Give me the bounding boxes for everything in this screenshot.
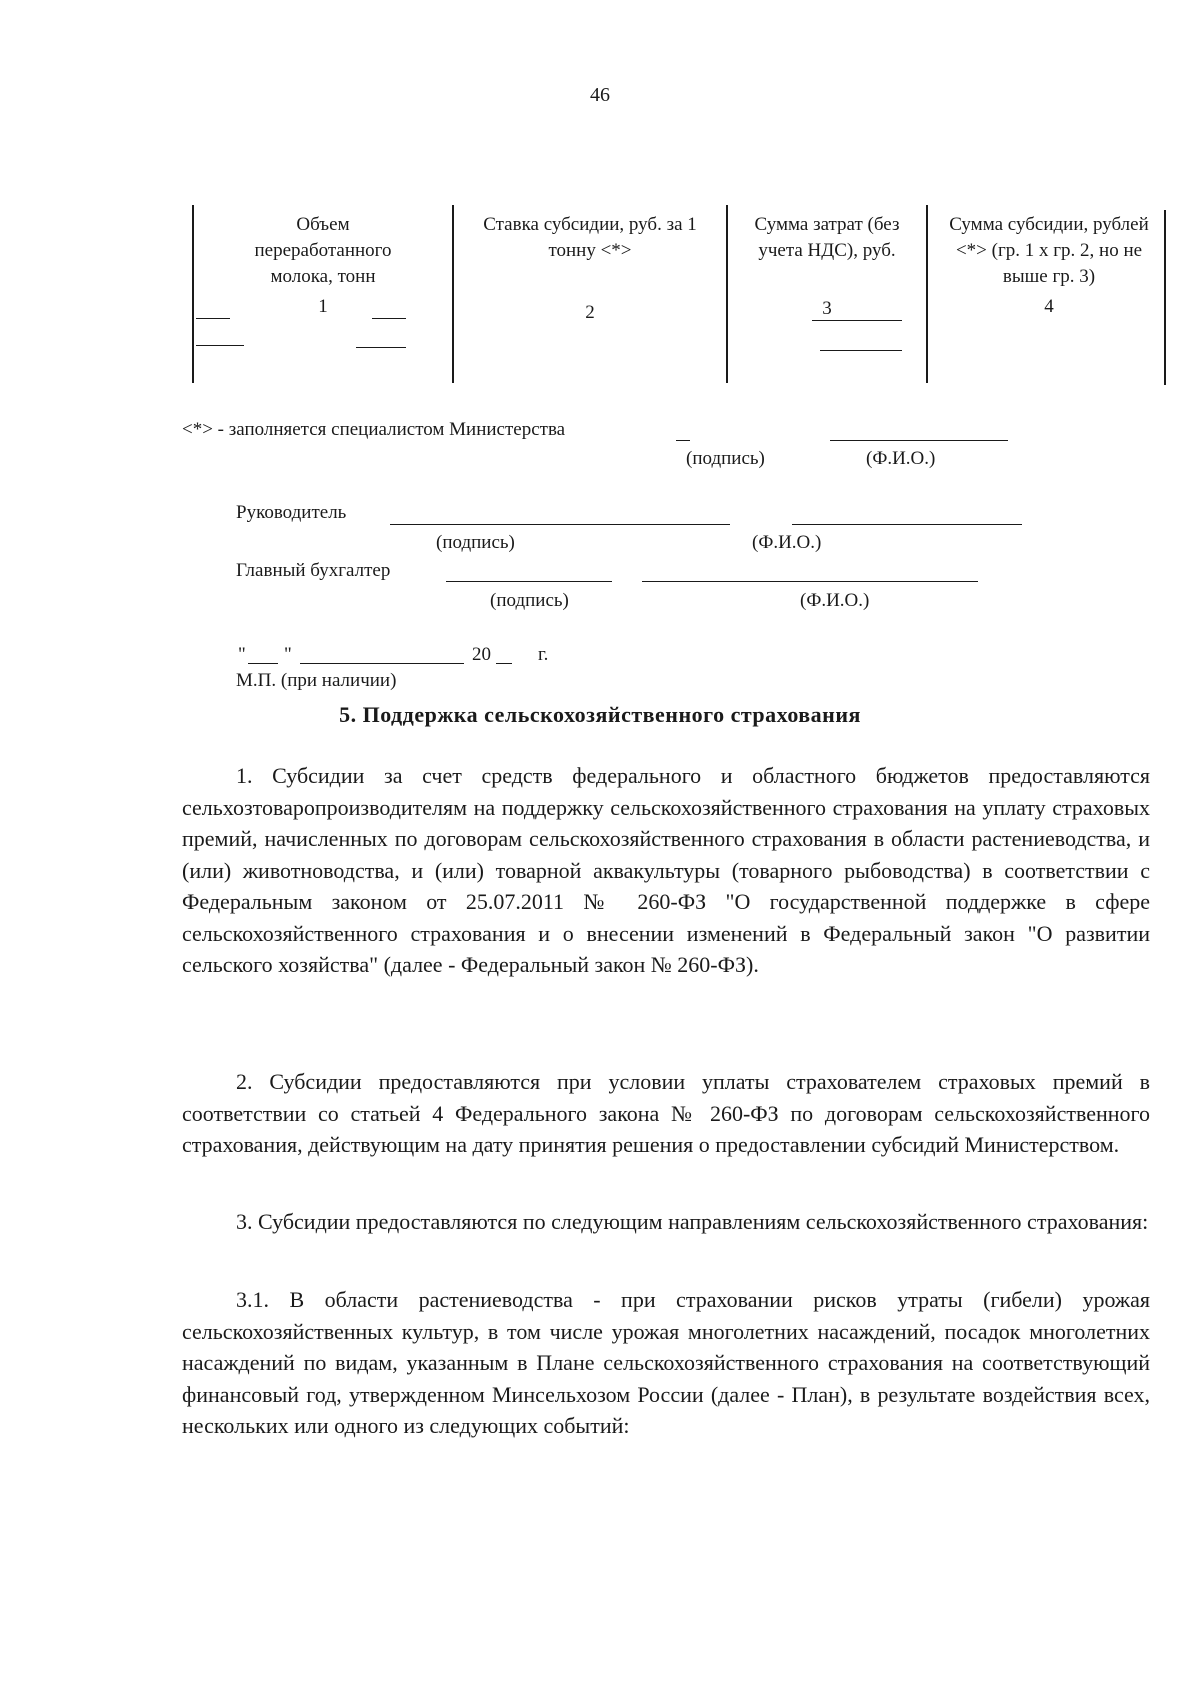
note-name-label: (Ф.И.О.) — [866, 448, 936, 469]
signature-line — [676, 440, 690, 441]
table-divider-1 — [452, 205, 454, 383]
column-number: 1 — [318, 296, 328, 317]
scan-dash — [196, 318, 230, 319]
paragraph: 3. Субсидии предоставляются по следующим направлениям сельскохозяйственного страхования: — [236, 1209, 1149, 1234]
table-border-right — [1164, 210, 1166, 385]
name-line — [642, 581, 978, 582]
stamp-label: М.П. (при наличии) — [236, 670, 397, 691]
table-border-left — [192, 205, 194, 383]
table-header-cell — [468, 212, 712, 326]
page-number: 46 — [590, 84, 610, 106]
paragraph: 2. Субсидии предоставляются при условии уплаты страхователем страховых премий в соответствии со статьей 4 Федерального закона № 260-ФЗ по договорам сельскохозяйственного страхования, действующим на дату принятия решения о предоставлении субсидий Министерством. — [182, 1069, 1150, 1157]
name-line — [830, 440, 1008, 441]
section-heading: 5. Поддержка сельскохозяйственного страхования — [339, 702, 861, 727]
column-header: Объем переработанного молока, тонн — [254, 214, 392, 287]
ministry-note: <*> - заполняется специалистом Министерства — [182, 419, 566, 440]
column-number: 3 — [822, 298, 832, 319]
head-signature-label: (подпись) — [436, 532, 515, 553]
note-signature-label: (подпись) — [686, 448, 765, 469]
scan-dash — [812, 320, 902, 321]
signature-line — [446, 581, 612, 582]
date-quote-open: " — [238, 644, 246, 665]
year-line — [496, 663, 512, 664]
accountant-label: Главный бухгалтер — [236, 560, 391, 581]
month-line — [300, 663, 464, 664]
paragraph: 1. Субсидии за счет средств федерального и областного бюджетов предоставляются сельхозтоваропроизводителям на поддержку сельскохозяйственного страхования на уплату страховых премий, начисленных по договорам сельскохозяйственного страхования в области растениеводства, и (или) животноводства, и (или) товарной аквакультуры (товарного рыбоводства) в соответствии с Федеральным законом от 25.07.2011 № 260-ФЗ "О государственной поддержке в сфере сельскохозяйственного страхования и о внесении изменений в Федеральный закон "О развитии сельского хозяйства" (далее - Федеральный закон № 260-ФЗ). — [182, 763, 1150, 977]
scan-dash — [196, 345, 244, 346]
table-divider-3 — [926, 205, 928, 383]
accountant-signature-label: (подпись) — [490, 590, 569, 611]
date-year-suffix: г. — [538, 644, 549, 665]
scan-dash — [820, 350, 902, 351]
date-year-prefix: 20 — [472, 644, 491, 665]
paragraph: 3.1. В области растениеводства - при страховании рисков утраты (гибели) урожая сельскохозяйственных культур, в том числе урожая многолетних насаждений, посадок многолетних насаждений по видам, указанным в Плане сельскохозяйственного страхования на соответствующий финансовый год, утвержденном Минсельхозом России (далее - План), в результате воздействия всех, нескольких или одного из следующих событий: — [182, 1287, 1150, 1438]
table-header-cell — [734, 212, 920, 322]
signature-line — [390, 524, 730, 525]
accountant-name-label: (Ф.И.О.) — [800, 590, 870, 611]
name-line — [792, 524, 1022, 525]
table-header-cell — [944, 212, 1154, 320]
column-header: Сумма субсидии, рублей <*> (гр. 1 х гр. 2, но не выше гр. 3) — [949, 214, 1149, 287]
scan-dash — [372, 318, 406, 319]
day-line — [248, 663, 278, 664]
table-header-cell — [228, 212, 418, 320]
date-quote-close: " — [284, 644, 292, 665]
table-divider-2 — [726, 205, 728, 383]
column-header: Ставка субсидии, руб. за 1 тонну <*> — [483, 214, 697, 261]
head-name-label: (Ф.И.О.) — [752, 532, 822, 553]
column-number: 4 — [1044, 296, 1054, 317]
column-header: Сумма затрат (без учета НДС), руб. — [754, 214, 900, 261]
head-label: Руководитель — [236, 502, 347, 523]
column-number: 2 — [585, 302, 595, 323]
scan-dash — [356, 347, 406, 348]
